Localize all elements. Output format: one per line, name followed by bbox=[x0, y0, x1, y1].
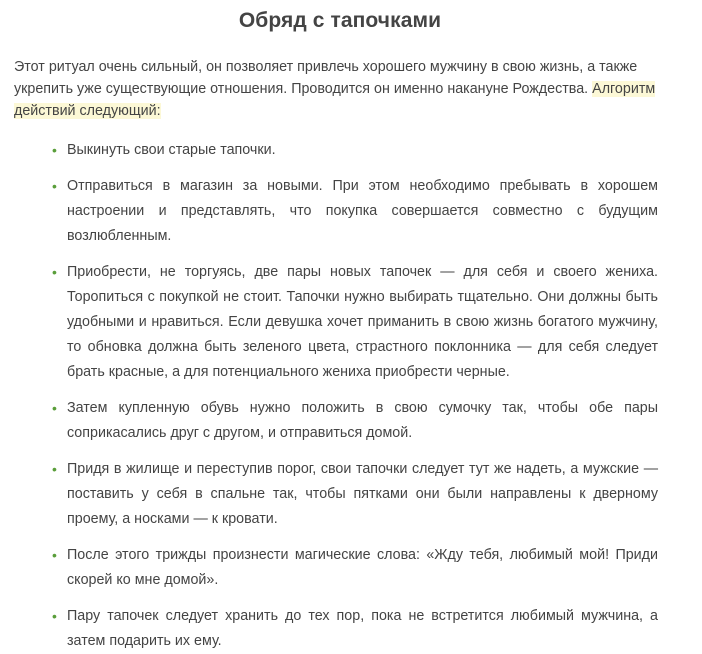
step-text: Пару тапочек следует хранить до тех пор, пока не встретится любимый мужчина, а затем подарить их ему. bbox=[67, 608, 658, 649]
step-text: Отправиться в магазин за новыми. При этом необходимо пребывать в хорошем настроении и представлять, что покупка совершается совместно с будущим возлюбленным. bbox=[67, 178, 658, 244]
list-item bbox=[50, 604, 658, 654]
list-item bbox=[50, 138, 658, 163]
list-item bbox=[50, 543, 658, 593]
step-text: После этого трижды произнести магические слова: «Жду тебя, любимый мой! Приди скорей ко мне домой». bbox=[67, 547, 658, 588]
bullet-icon: • bbox=[52, 400, 57, 416]
list-item bbox=[50, 174, 658, 249]
bullet-icon: • bbox=[52, 461, 57, 477]
list-item bbox=[50, 260, 658, 385]
list-item bbox=[50, 457, 658, 532]
intro-highlight: Алгоритм действий следующий: bbox=[14, 81, 656, 119]
bullet-icon: • bbox=[52, 547, 57, 563]
article-title: Обряд с тапочками bbox=[238, 9, 442, 32]
bullet-icon: • bbox=[52, 142, 57, 158]
step-text: Приобрести, не торгуясь, две пары новых тапочек — для себя и своего жениха. Торопиться с покупкой не стоит. Тапочки нужно выбирать тщательно. Они должны быть удобными и нравиться. Если девушка хочет приманить в свою жизнь богатого мужчину, то обновка должна быть зеленого цвета, страстного поклонника — для себя следует брать красные, а для потенциального жениха приобрести черные. bbox=[67, 264, 658, 380]
intro-paragraph bbox=[14, 56, 658, 122]
bullet-icon: • bbox=[52, 608, 57, 624]
step-text: Затем купленную обувь нужно положить в свою сумочку так, чтобы обе пары соприкасались друг с другом, и отправиться домой. bbox=[67, 400, 658, 441]
intro-text: Этот ритуал очень сильный, он позволяет привлечь хорошего мужчину в свою жизнь, а также укрепить уже существующие отношения. Проводится он именно накануне Рождества. bbox=[14, 59, 638, 97]
step-text: Придя в жилище и переступив порог, свои тапочки следует тут же надеть, а мужские — поставить у себя в спальне так, чтобы пятками они были направлены к дверному проему, а носками — к кровати. bbox=[67, 461, 658, 527]
list-item bbox=[50, 396, 658, 446]
bullet-icon: • bbox=[52, 178, 57, 194]
steps-list bbox=[14, 138, 658, 654]
step-text: Выкинуть свои старые тапочки. bbox=[67, 142, 276, 158]
bullet-icon: • bbox=[52, 264, 57, 280]
